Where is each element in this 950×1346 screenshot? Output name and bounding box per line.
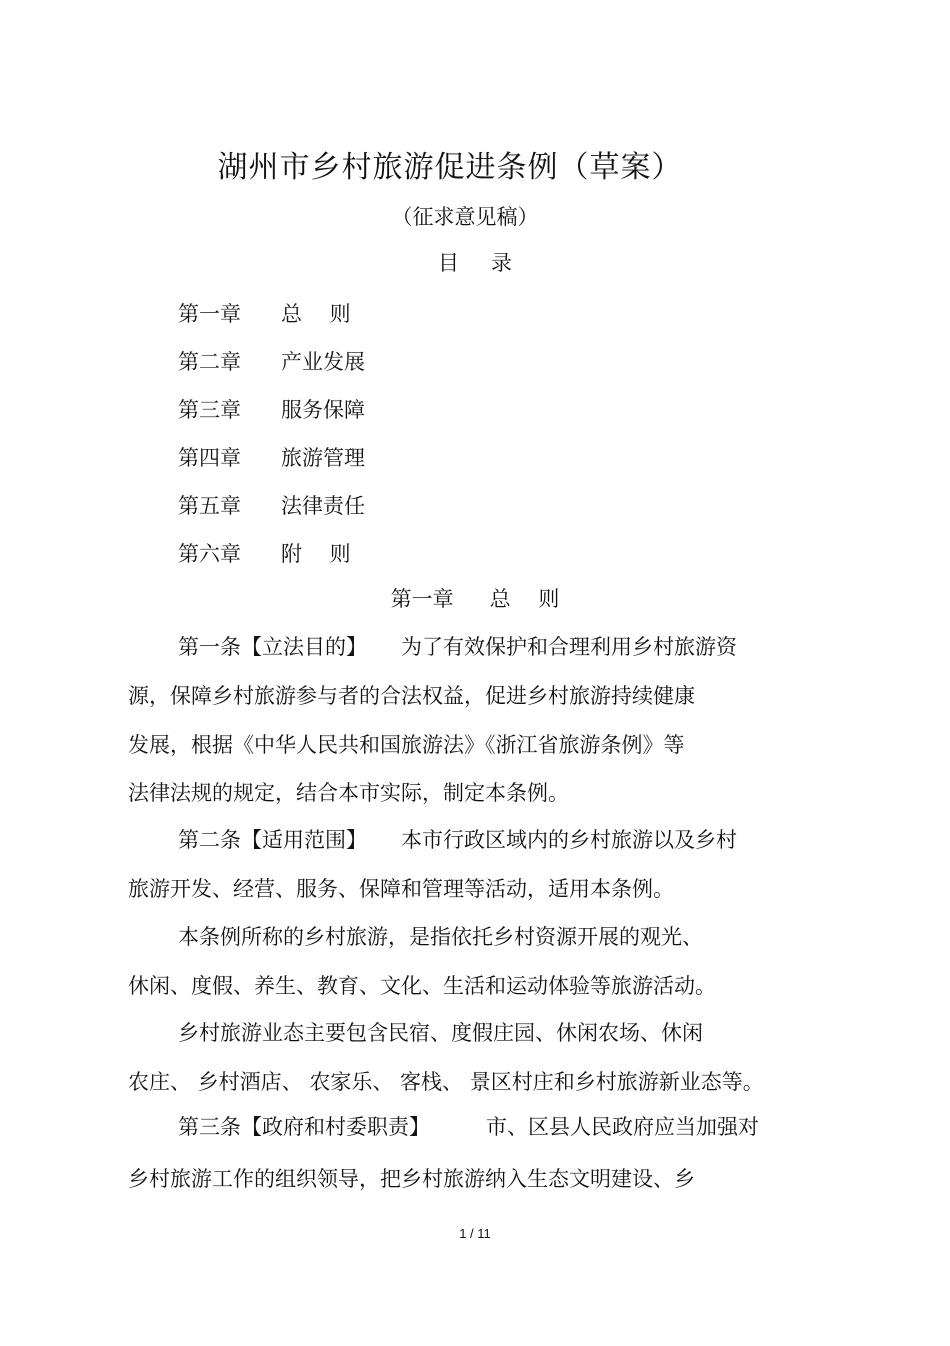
toc-item-name: 旅游管理 <box>281 446 365 470</box>
article-1-text-1: 为了有效保护和合理利用乡村旅游资 <box>401 635 737 659</box>
page-indicator: 1 / 11 <box>459 1226 491 1241</box>
toc-item-number: 第五章 <box>178 494 241 518</box>
toc-item-number: 第四章 <box>178 446 241 470</box>
toc-item-number: 第六章 <box>178 542 241 566</box>
article-2-line-2: 旅游开发、经营、服务、保障和管理等活动，适用本条例。 <box>128 877 674 901</box>
toc-heading-left: 目 <box>438 251 459 275</box>
toc-item-name: 总 则 <box>281 302 351 326</box>
article-1-label: 第一条【立法目的】 <box>178 635 367 659</box>
toc-item-name: 产业发展 <box>281 350 365 374</box>
article-1-line-4: 法律法规的规定，结合本市实际，制定本条例。 <box>128 781 569 805</box>
toc-item-chapter-6[interactable] <box>178 532 365 580</box>
toc-item-number: 第三章 <box>178 398 241 422</box>
article-3-text-1: 市、区县人民政府应当加强对 <box>486 1115 759 1139</box>
toc-heading-right: 录 <box>491 251 512 275</box>
toc-item-number: 第二章 <box>178 350 241 374</box>
toc-item-chapter-5[interactable] <box>178 484 365 532</box>
chapter-heading <box>0 582 950 616</box>
article-2-text-1: 本市行政区域内的乡村旅游以及乡村 <box>401 828 737 852</box>
article-2-paragraph-3-line-2: 农庄、 乡村酒店、 农家乐、 客栈、 景区村庄和乡村旅游新业态等。 <box>128 1070 764 1094</box>
article-2-label: 第二条【适用范围】 <box>178 828 367 852</box>
article-1-line-1 <box>178 630 737 664</box>
article-1-line-2: 源，保障乡村旅游参与者的合法权益，促进乡村旅游持续健康 <box>128 684 695 708</box>
article-2-line-1 <box>178 823 737 857</box>
article-3-label: 第三条【政府和村委职责】 <box>178 1115 430 1139</box>
toc-item-name: 法律责任 <box>281 494 365 518</box>
document-subtitle: （征求意见稿） <box>391 205 539 229</box>
article-2-paragraph-3-line-1: 乡村旅游业态主要包含民宿、度假庄园、休闲农场、休闲 <box>178 1021 703 1045</box>
toc-item-name: 附 则 <box>281 542 351 566</box>
toc-item-number: 第一章 <box>178 302 241 326</box>
article-2-paragraph-2-line-1: 本条例所称的乡村旅游，是指依托乡村资源开展的观光、 <box>178 925 703 949</box>
article-2-paragraph-2-line-2: 休闲、度假、养生、教育、文化、生活和运动体验等旅游活动。 <box>128 974 716 998</box>
toc-item-chapter-4[interactable] <box>178 436 365 484</box>
article-1-line-3: 发展，根据《中华人民共和国旅游法》《浙江省旅游条例》等 <box>128 733 685 757</box>
table-of-contents <box>178 292 365 580</box>
toc-item-chapter-2[interactable] <box>178 340 365 388</box>
document-title: 湖州市乡村旅游促进条例（草案） <box>217 150 683 185</box>
toc-item-chapter-1[interactable] <box>178 292 365 340</box>
toc-item-name: 服务保障 <box>281 398 365 422</box>
chapter-heading-number: 第一章 <box>390 587 454 611</box>
toc-item-chapter-3[interactable] <box>178 388 365 436</box>
article-3-line-2: 乡村旅游工作的组织领导，把乡村旅游纳入生态文明建设、乡 <box>128 1167 695 1191</box>
chapter-heading-name: 总 则 <box>489 587 560 611</box>
toc-heading <box>0 246 950 280</box>
article-3-line-1 <box>178 1110 759 1144</box>
